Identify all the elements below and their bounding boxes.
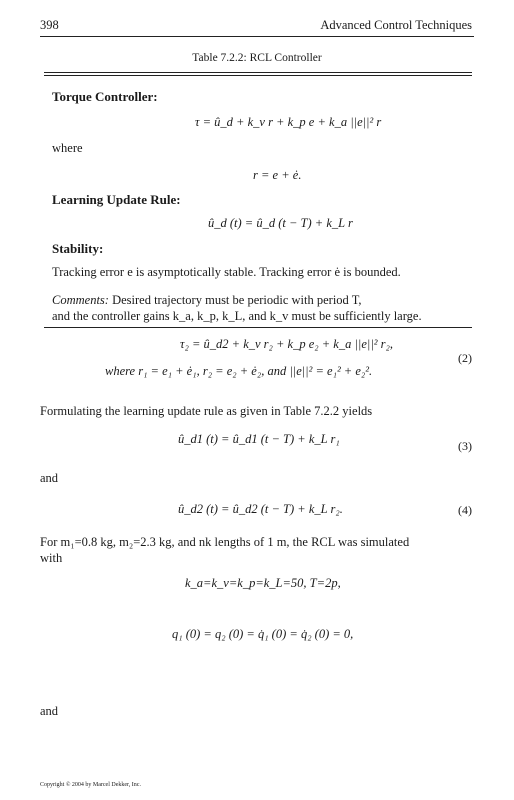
- table-caption: Table 7.2.2: RCL Controller: [192, 52, 322, 64]
- stability-label: Stability:: [52, 241, 104, 256]
- r-equation: r = e + ė.: [253, 168, 302, 182]
- paragraph-learning-rule: Formulating the learning update rule as given in Table 7.2.2 yields: [40, 404, 373, 418]
- eq2-line-1: τ₂ = û_d2 + k_v r₂ + k_p e₂ + k_a ||e||² r₂,: [180, 337, 393, 351]
- paragraph-simulation-line-2: with: [40, 551, 63, 565]
- table-bottom-rule: [44, 327, 472, 328]
- eq3-number: (3): [458, 439, 472, 453]
- eq4-number: (4): [458, 503, 472, 517]
- page-number: 398: [40, 18, 59, 32]
- paragraph-simulation-line-1: For m₁=0.8 kg, m₂=2.3 kg, and nk lengths of 1 m, the RCL was simulated: [40, 535, 410, 549]
- header-rule: [40, 36, 474, 37]
- eq2-number: (2): [458, 351, 472, 365]
- torque-controller-label: Torque Controller:: [52, 89, 158, 104]
- stability-text: Tracking error e is asymptotically stable. Tracking error ė is bounded.: [52, 265, 401, 279]
- comments-label: Comments:: [52, 293, 109, 307]
- table-top-rule: [44, 72, 472, 73]
- eq2-line-2: where r₁ = e₁ + ė₁, r₂ = e₂ + ė₂, and ||e||² = e₁² + e₂².: [105, 364, 373, 378]
- running-title: Advanced Control Techniques: [320, 18, 472, 32]
- table-top-rule-2: [44, 75, 472, 76]
- comments-text: Desired trajectory must be periodic with period T,: [108, 293, 362, 307]
- comments-line-2: and the controller gains k_a, k_p, k_L, and k_v must be sufficiently large.: [52, 309, 422, 323]
- comments-line-1: [52, 293, 362, 308]
- copyright-footer: Copyright © 2004 by Marcel Dekker, Inc.: [40, 782, 141, 788]
- eq4: û_d2 (t) = û_d2 (t − T) + k_L r₂.: [178, 502, 343, 516]
- torque-equation: τ = û_d + k_v r + k_p e + k_a ||e||² r: [195, 115, 382, 129]
- gains-equation: k_a=k_v=k_p=k_L=50, T=2p,: [185, 576, 341, 590]
- where-label: where: [52, 141, 83, 155]
- learning-equation: û_d (t) = û_d (t − T) + k_L r: [208, 216, 353, 230]
- eq3: û_d1 (t) = û_d1 (t − T) + k_L r₁: [178, 432, 340, 446]
- learning-update-label: Learning Update Rule:: [52, 192, 181, 207]
- and-text-1: and: [40, 471, 59, 485]
- initial-conditions-equation: q₁ (0) = q₂ (0) = q̇₁ (0) = q̇₂ (0) = 0,: [172, 627, 354, 641]
- and-text-2: and: [40, 704, 59, 718]
